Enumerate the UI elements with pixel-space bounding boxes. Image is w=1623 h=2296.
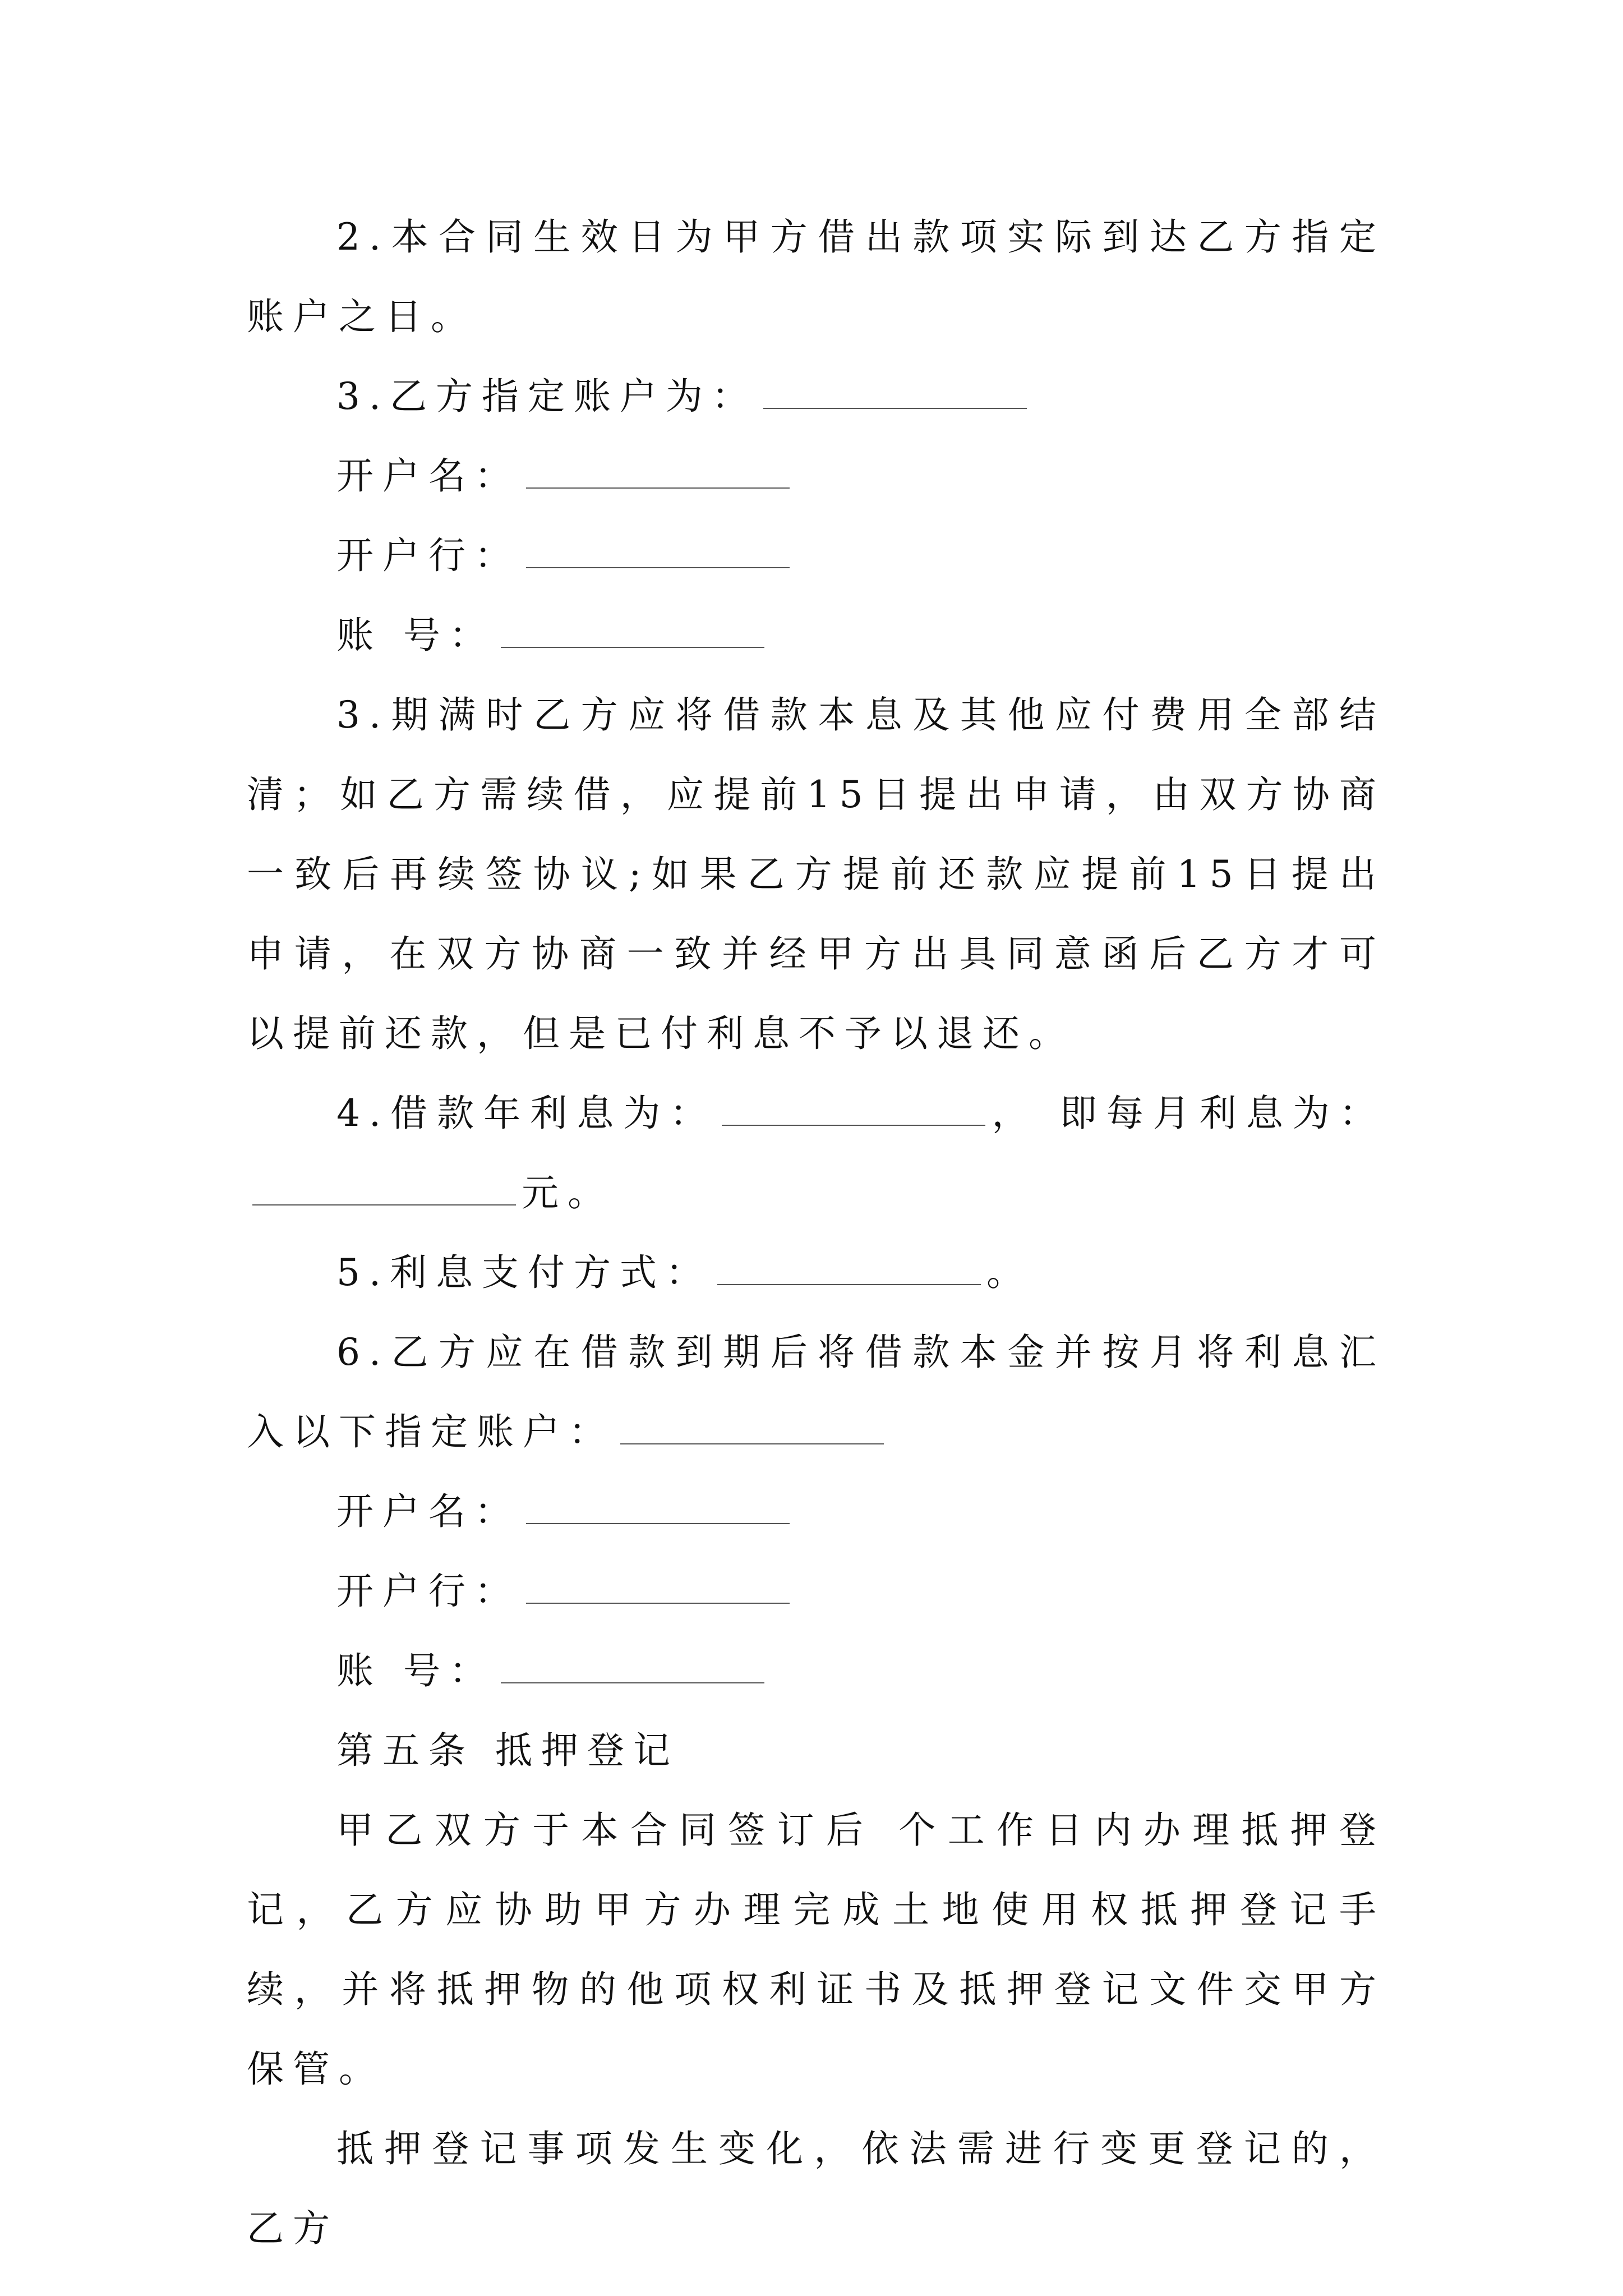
remit-account-number-label: 账 号： bbox=[336, 1649, 495, 1692]
monthly-interest-blank bbox=[252, 1171, 516, 1205]
account-number-line bbox=[247, 596, 1385, 675]
document-body bbox=[247, 197, 1385, 2269]
account-blank bbox=[763, 374, 1027, 409]
account-bank-line bbox=[247, 516, 1385, 596]
monthly-interest-label: ， 即每月利息为： bbox=[991, 1092, 1385, 1135]
clause-3-repayment: 3.期满时乙方应将借款本息及其他应付费用全部结清；如乙方需续借，应提前15日提出申请，由双方协商一致后再续签协议;如果乙方提前还款应提前15日提出申请，在双方协商一致并经甲方出具同意函后乙方才可以提前还款，但是已付利息不予以退还。 bbox=[247, 693, 1385, 1055]
remit-account-bank-line bbox=[247, 1552, 1385, 1631]
clause-3-account-line bbox=[247, 357, 1385, 436]
registration-change-paragraph: 抵押登记事项发生变化，依法需进行变更登记的，乙方 bbox=[247, 2127, 1385, 2250]
clause-5-payment-method bbox=[247, 1233, 1385, 1313]
account-number-label: 账 号： bbox=[336, 614, 495, 657]
remittance-account-blank bbox=[620, 1410, 884, 1444]
payment-method-end: 。 bbox=[986, 1251, 1032, 1294]
remit-account-name-label: 开户名： bbox=[336, 1490, 520, 1533]
account-bank-label: 开户行： bbox=[336, 534, 520, 577]
remit-account-bank-label: 开户行： bbox=[336, 1570, 520, 1613]
clause-4-interest bbox=[247, 1074, 1385, 1233]
article-5-heading: 第五条 抵押登记 bbox=[336, 1729, 679, 1772]
mortgage-registration-paragraph: 甲乙双方于本合同签订后 个工作日内办理抵押登记，乙方应协助甲方办理完成土地使用权抵押登记手续，并将抵押物的他项权利证书及抵押登记文件交甲方保管。 bbox=[247, 1809, 1385, 2091]
remittance-label: 6.乙方应在借款到期后将借款本金并按月将利息汇入以下指定账户： bbox=[247, 1331, 1385, 1453]
clause-6-remittance bbox=[247, 1313, 1385, 1472]
clause-3-account-label: 3.乙方指定账户为： bbox=[336, 375, 758, 418]
account-name-line bbox=[247, 436, 1385, 516]
remit-account-bank-blank bbox=[526, 1569, 790, 1604]
remit-account-number-blank bbox=[501, 1649, 764, 1683]
account-name-label: 开户名： bbox=[336, 454, 520, 498]
annual-interest-label: 4.借款年利息为： bbox=[336, 1092, 717, 1135]
remit-account-name-blank bbox=[526, 1489, 790, 1524]
payment-method-blank bbox=[717, 1250, 981, 1285]
account-name-blank bbox=[526, 454, 790, 489]
annual-interest-blank bbox=[722, 1091, 985, 1126]
remit-account-name-line bbox=[247, 1472, 1385, 1552]
account-bank-blank bbox=[526, 533, 790, 568]
payment-method-label: 5.利息支付方式： bbox=[336, 1251, 712, 1294]
account-number-blank bbox=[501, 613, 764, 648]
remit-account-number-line bbox=[247, 1631, 1385, 1711]
clause-2-effective-date: 2.本合同生效日为甲方借出款项实际到达乙方指定账户之日。 bbox=[247, 215, 1385, 338]
monthly-interest-unit: 元。 bbox=[522, 1171, 614, 1214]
